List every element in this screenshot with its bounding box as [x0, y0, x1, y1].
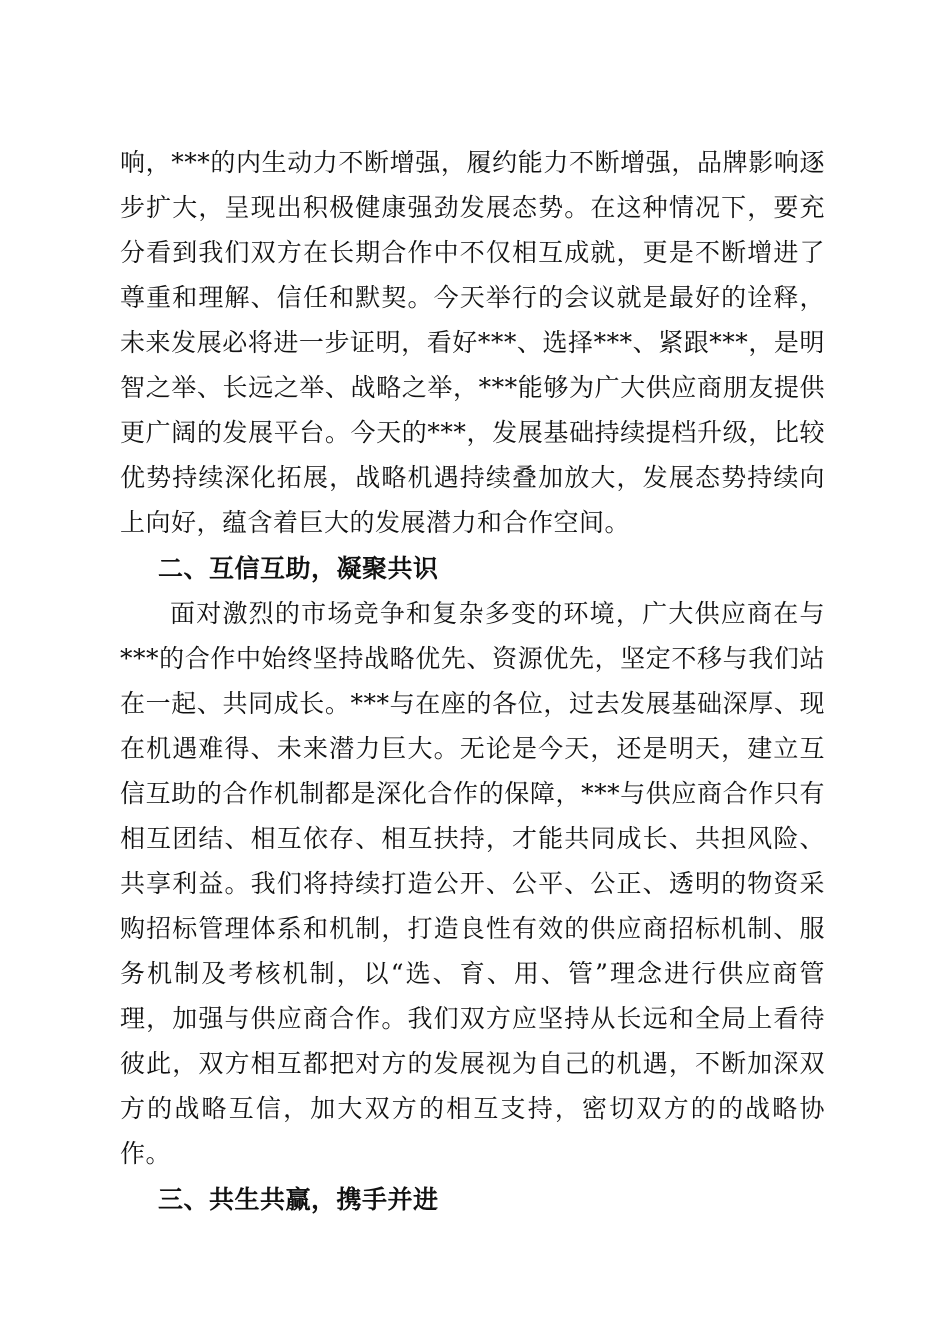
document-page	[120, 140, 825, 1222]
section-heading-2: 二、互信互助，凝聚共识	[158, 554, 439, 583]
body-paragraph-1: 响，***的内生动力不断增强，履约能力不断增强，品牌影响逐步扩大，呈现出积极健康强劲发展态势。在这种情况下，要充分看到我们双方在长期合作中不仅相互成就，更是不断增进了尊重和理解、信任和默契。今天举行的会议就是最好的诠释，未来发展必将进一步证明，看好***、选择***、紧跟***，是明智之举、长远之举、战略之举，***能够为广大供应商朋友提供更广阔的发展平台。今天的***，发展基础持续提档升级，比较优势持续深化拓展，战略机遇持续叠加放大，发展态势持续向上向好，蕴含着巨大的发展潜力和合作空间。	[120, 148, 825, 537]
section-heading-3: 三、共生共赢，携手并进	[158, 1185, 439, 1214]
body-paragraph-2: 面对激烈的市场竞争和复杂多变的环境，广大供应商在与***的合作中始终坚持战略优先、资源优先，坚定不移与我们站在一起、共同成长。***与在座的各位，过去发展基础深厚、现在机遇难得、未来潜力巨大。无论是今天，还是明天，建立互信互助的合作机制都是深化合作的保障，***与供应商合作只有相互团结、相互依存、相互扶持，才能共同成长、共担风险、共享利益。我们将持续打造公开、公平、公正、透明的物资采购招标管理体系和机制，打造良性有效的供应商招标机制、服务机制及考核机制，以“选、育、用、管”理念进行供应商管理，加强与供应商合作。我们双方应坚持从长远和全局上看待彼此，双方相互都把对方的发展视为自己的机遇，不断加深双方的战略互信，加大双方的相互支持，密切双方的的战略协作。	[120, 599, 825, 1168]
